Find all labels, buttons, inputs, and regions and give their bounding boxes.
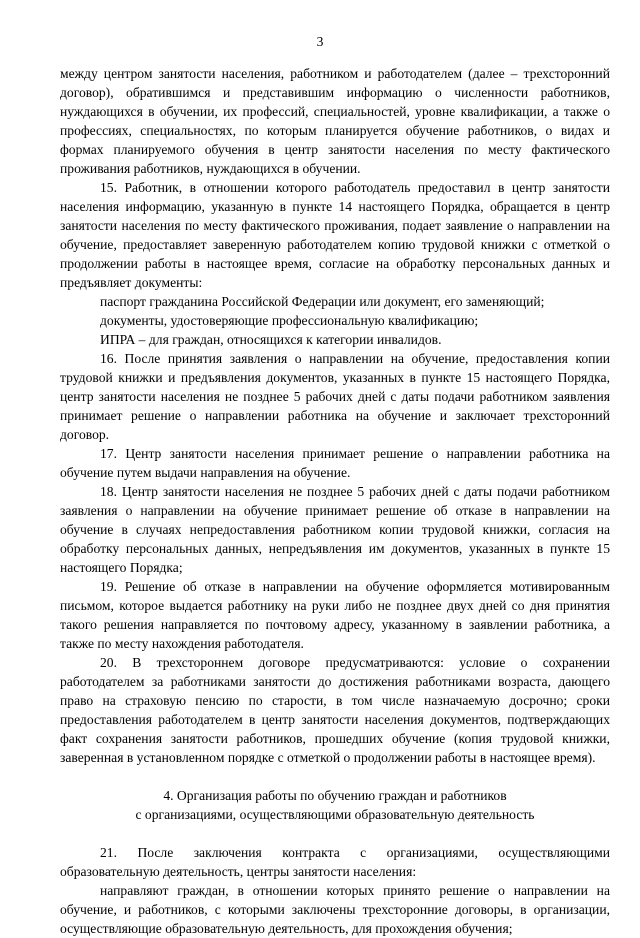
document-body [60, 64, 610, 938]
section-heading-line-2: с организациями, осуществляющими образовательную деятельность [135, 807, 535, 822]
page-number: 3 [316, 34, 324, 49]
paragraph-item-18: 18. Центр занятости населения не позднее 5 рабочих дней с даты подачи работником заявления о направлении на обучение принимает решение об отказе в направлении на обучение в случаях непредоставления работником копии трудовой книжки, согласия на обработку персональных данных, непредъявления им документов, указанных в пункте 15 настоящего Порядка; [60, 484, 610, 575]
paragraph-item-20: 20. В трехстороннем договоре предусматриваются: условие о сохранении работодателем за работниками занятости до достижения работниками возраста, дающего право на страховую пенсию по старости, в том числе назначаемую досрочно; сроки предоставления работодателем в центр занятости населения документов, подтверждающих факт сохранения занятости работников, прошедших обучение (копия трудовой книжки, заверенная в установленном порядке с отметкой о продолжении работы в настоящее время). [60, 655, 610, 765]
paragraph-referral: направляют граждан, в отношении которых принято решение о направлении на обучение, и работников, с которыми заключены трехсторонние договоры, в организации, осуществляющие образовательную деятельность, для прохождения обучения; [60, 883, 610, 936]
section-heading-line-1: 4. Организация работы по обучению граждан и работников [163, 788, 507, 803]
section-heading [60, 786, 610, 824]
paragraph-item-16: 16. После принятия заявления о направлении на обучение, предоставления копии трудовой книжки и предъявления документов, указанных в пункте 15 настоящего Порядка, центр занятости населения не позднее 5 рабочих дней с даты подачи работником заявления принимает решение о направлении работника на обучение и заключает трехсторонний договор. [60, 351, 610, 442]
list-item-ipra: ИПРА – для граждан, относящихся к категории инвалидов. [100, 332, 442, 347]
paragraph-item-19: 19. Решение об отказе в направлении на обучение оформляется мотивированным письмом, которое выдается работнику на руки либо не позднее двух дней со дня принятия такого решения направляется по почтовому адресу, указанному в заявлении работника, а также по месту нахождения работодателя. [60, 579, 610, 651]
list-item-passport: паспорт гражданина Российской Федерации или документ, его заменяющий; [100, 294, 545, 309]
list-item-qualification-documents: документы, удостоверяющие профессиональную квалификацию; [100, 313, 479, 328]
paragraph-continuation: между центром занятости населения, работником и работодателем (далее – трехсторонний договор), обратившимся и представившим информацию о численности работников, нуждающихся в обучении, их профессий, специальностей, уровне квалификации, а также о профессиях, специальностях, по которым планируется обучение работников, о видах и формах планируемого обучения в центр занятости населения по месту фактического проживания работников, нуждающихся в обучении. [60, 66, 610, 176]
paragraph-item-15: 15. Работник, в отношении которого работодатель предоставил в центр занятости населения информацию, указанную в пункте 14 настоящего Порядка, обращается в центр занятости населения по месту фактического проживания, подает заявление о направлении на обучение, предоставляет заверенную работодателем копию трудовой книжки с отметкой о продолжении работы в настоящее время, согласие на обработку персональных данных и предъявляет документы: [60, 180, 610, 290]
paragraph-item-17: 17. Центр занятости населения принимает решение о направлении работника на обучение путем выдачи направления на обучение. [60, 446, 610, 480]
paragraph-item-21: 21. После заключения контракта с организациями, осуществляющими образовательную деятельность, центры занятости населения: [60, 845, 610, 879]
